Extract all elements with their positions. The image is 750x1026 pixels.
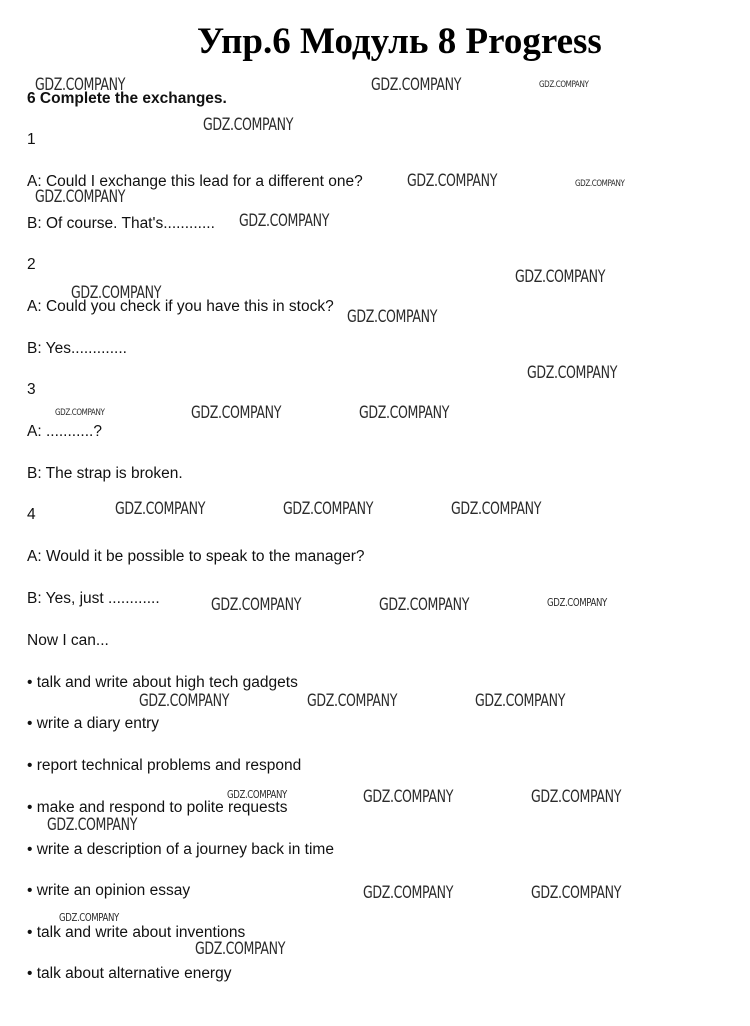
watermark: GDZ.COMPANY <box>211 595 302 615</box>
watermark: GDZ.COMPANY <box>363 787 454 807</box>
watermark: GDZ.COMPANY <box>527 363 618 383</box>
can-do-item: • talk and write about inventions <box>27 924 246 941</box>
watermark: GDZ.COMPANY <box>227 788 287 801</box>
exchange-line: B: The strap is broken. <box>27 465 183 482</box>
can-do-item: • talk and write about high tech gadgets <box>27 674 298 691</box>
watermark: GDZ.COMPANY <box>59 911 119 924</box>
watermark: GDZ.COMPANY <box>371 75 462 95</box>
watermark: GDZ.COMPANY <box>195 939 286 959</box>
watermark: GDZ.COMPANY <box>239 211 330 231</box>
watermark: GDZ.COMPANY <box>531 787 622 807</box>
watermark: GDZ.COMPANY <box>347 307 438 327</box>
watermark: GDZ.COMPANY <box>515 267 606 287</box>
watermark: GDZ.COMPANY <box>407 171 498 191</box>
exchange-number: 4 <box>27 506 36 523</box>
exchange-line: B: Yes............. <box>27 340 127 357</box>
exchange-line: B: Of course. That's............ <box>27 215 215 232</box>
can-do-item: • write an opinion essay <box>27 882 191 899</box>
watermark: GDZ.COMPANY <box>283 499 374 519</box>
watermark: GDZ.COMPANY <box>55 408 105 418</box>
watermark: GDZ.COMPANY <box>115 499 206 519</box>
exchange-line: B: Yes, just ............ <box>27 590 160 607</box>
watermark: GDZ.COMPANY <box>547 596 607 609</box>
watermark: GDZ.COMPANY <box>139 691 230 711</box>
can-do-item: • report technical problems and respond <box>27 757 302 774</box>
exchange-line: A: ...........? <box>27 423 102 440</box>
page-title: Упр.6 Модуль 8 Progress <box>197 21 602 62</box>
watermark: GDZ.COMPANY <box>71 283 162 303</box>
exchange-line: A: Could you check if you have this in stock? <box>27 298 334 315</box>
exercise-heading: 6 Complete the exchanges. <box>27 90 227 107</box>
exchange-line: A: Could I exchange this lead for a different one? <box>27 173 363 190</box>
watermark: GDZ.COMPANY <box>203 115 294 135</box>
can-do-item: • write a description of a journey back in time <box>27 841 334 858</box>
watermark: GDZ.COMPANY <box>475 691 566 711</box>
watermark: GDZ.COMPANY <box>47 815 138 835</box>
can-do-item: • write a diary entry <box>27 715 160 732</box>
exchange-number: 1 <box>27 131 36 148</box>
watermark: GDZ.COMPANY <box>531 883 622 903</box>
watermark: GDZ.COMPANY <box>35 75 126 95</box>
watermark: GDZ.COMPANY <box>363 883 454 903</box>
watermark: GDZ.COMPANY <box>575 179 625 189</box>
watermark: GDZ.COMPANY <box>307 691 398 711</box>
watermark: GDZ.COMPANY <box>539 80 589 90</box>
watermark: GDZ.COMPANY <box>35 187 126 207</box>
watermark: GDZ.COMPANY <box>191 403 282 423</box>
watermark: GDZ.COMPANY <box>379 595 470 615</box>
watermark: GDZ.COMPANY <box>451 499 542 519</box>
can-do-item: • talk about alternative energy <box>27 965 232 982</box>
watermark: GDZ.COMPANY <box>359 403 450 423</box>
can-do-item: • make and respond to polite requests <box>27 799 288 816</box>
now-i-can-heading: Now I can... <box>27 632 109 649</box>
exchange-number: 3 <box>27 381 36 398</box>
exchange-number: 2 <box>27 256 36 273</box>
exchange-line: A: Would it be possible to speak to the manager? <box>27 548 365 565</box>
